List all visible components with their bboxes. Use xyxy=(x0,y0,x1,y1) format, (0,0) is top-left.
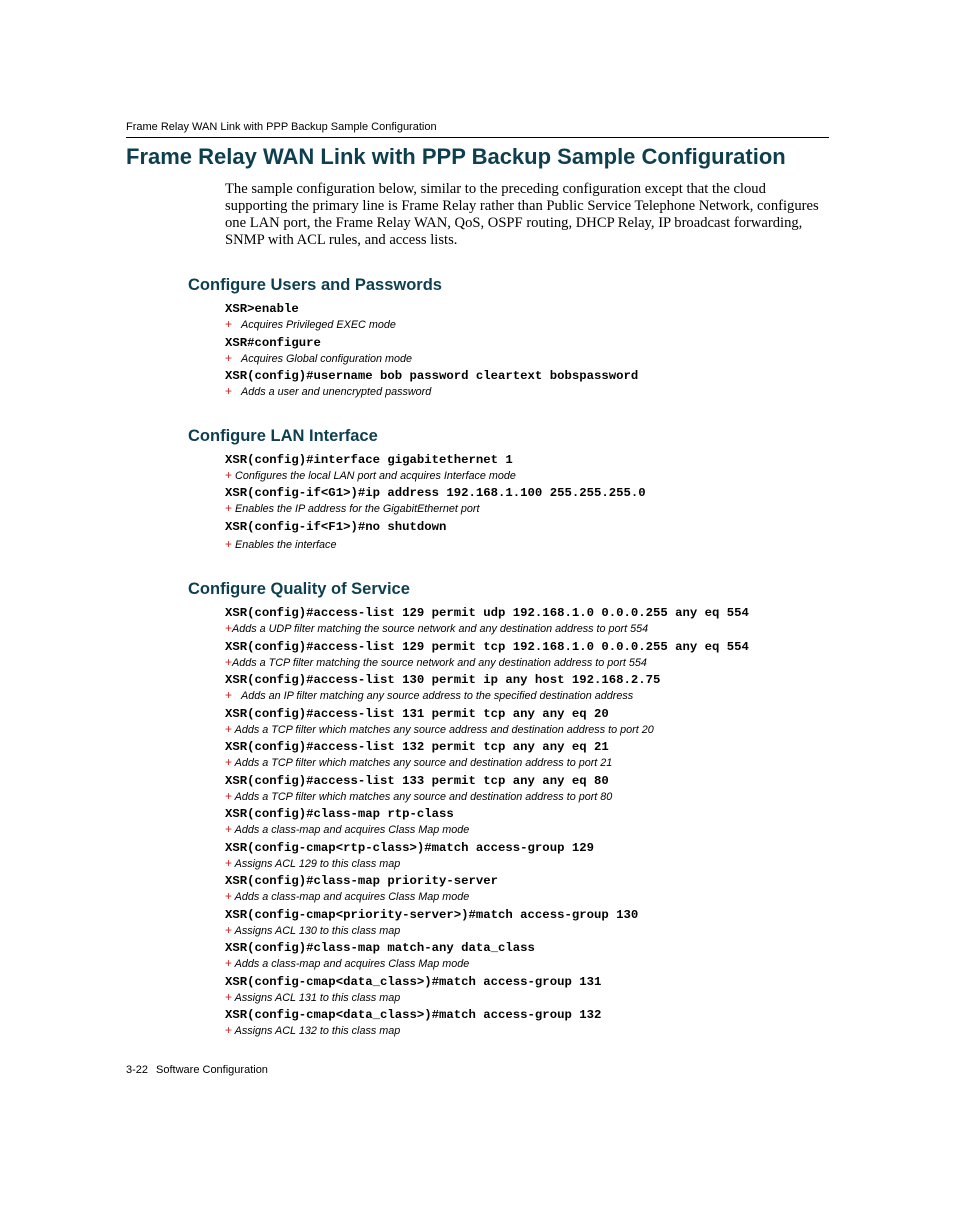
config-step xyxy=(225,640,749,670)
plus-icon: + xyxy=(225,956,233,970)
step-note xyxy=(225,352,412,366)
note-text: Adds a TCP filter which matches any source address and destination address to port 20 xyxy=(234,724,654,736)
note-text: Adds a class-map and acquires Class Map mode xyxy=(234,824,470,836)
note-text: Adds a class-map and acquires Class Map mode xyxy=(234,958,470,970)
step-note xyxy=(225,890,498,904)
step-note xyxy=(225,957,535,971)
config-step xyxy=(225,336,412,366)
note-text: Configures the local LAN port and acquires Interface mode xyxy=(235,470,516,482)
config-step xyxy=(225,874,498,904)
config-step xyxy=(225,453,516,483)
plus-icon: + xyxy=(225,856,233,870)
page-footer xyxy=(126,1064,268,1076)
plus-icon: + xyxy=(225,384,233,398)
plus-icon: + xyxy=(225,468,233,482)
note-text: Assigns ACL 129 to this class map xyxy=(234,858,401,870)
note-text: Adds a UDP filter matching the source network and any destination address to port 554 xyxy=(232,623,649,635)
step-note xyxy=(225,924,638,938)
config-step xyxy=(225,369,638,399)
step-note xyxy=(225,469,516,483)
note-text: Assigns ACL 132 to this class map xyxy=(234,1025,401,1037)
note-text: Adds a user and unencrypted password xyxy=(241,386,432,398)
command-line: XSR(config)#access-list 132 permit tcp any any eq 21 xyxy=(225,740,609,754)
command-line: XSR(config-cmap<priority-server>)#match access-group 130 xyxy=(225,908,639,922)
note-text: Assigns ACL 131 to this class map xyxy=(234,992,401,1004)
plus-icon: + xyxy=(225,317,233,331)
note-text: Acquires Global configuration mode xyxy=(241,353,413,365)
step-note xyxy=(225,991,601,1005)
plus-icon: + xyxy=(225,990,233,1004)
step-note xyxy=(225,318,396,332)
config-step xyxy=(225,841,594,871)
step-note xyxy=(225,622,749,636)
config-step xyxy=(225,740,612,770)
command-line: XSR(config-if<G1>)#ip address 192.168.1.100 255.255.255.0 xyxy=(225,486,646,500)
command-line: XSR(config)#access-list 133 permit tcp any any eq 80 xyxy=(225,774,609,788)
step-note xyxy=(225,689,660,703)
config-step xyxy=(225,1008,601,1038)
config-step xyxy=(225,975,601,1005)
step-note xyxy=(225,502,646,516)
command-line: XSR(config)#access-list 129 permit udp 192.168.1.0 0.0.0.255 any eq 554 xyxy=(225,606,749,620)
step-note xyxy=(225,857,594,871)
config-step xyxy=(225,520,446,552)
step-note xyxy=(225,1024,601,1038)
command-line: XSR#configure xyxy=(225,336,321,350)
command-line: XSR(config-cmap<rtp-class>)#match access-group 129 xyxy=(225,841,594,855)
plus-icon: + xyxy=(225,655,233,669)
plus-icon: + xyxy=(225,1023,233,1037)
section-heading-lan-interface: Configure LAN Interface xyxy=(188,427,378,445)
note-text: Adds a TCP filter matching the source network and any destination address to port 554 xyxy=(232,657,647,669)
command-line: XSR(config)#class-map priority-server xyxy=(225,874,499,888)
command-line: XSR(config)#access-list 131 permit tcp any any eq 20 xyxy=(225,707,609,721)
step-note xyxy=(225,756,612,770)
note-text: Adds an IP filter matching any source address to the specified destination address xyxy=(241,690,634,702)
command-line: XSR>enable xyxy=(225,302,299,316)
section-heading-qos: Configure Quality of Service xyxy=(188,580,410,598)
footer-section: Software Configuration xyxy=(156,1064,268,1076)
config-step xyxy=(225,908,638,938)
command-line: XSR(config)#access-list 130 permit ip any host 192.168.2.75 xyxy=(225,673,661,687)
plus-icon: + xyxy=(225,755,233,769)
step-note xyxy=(225,790,612,804)
command-line: XSR(config)#access-list 129 permit tcp 192.168.1.0 0.0.0.255 any eq 554 xyxy=(225,640,749,654)
step-note xyxy=(225,656,749,670)
config-step xyxy=(225,807,469,837)
command-line: XSR(config-cmap<data_class>)#match access-group 132 xyxy=(225,1008,602,1022)
plus-icon: + xyxy=(225,537,233,551)
plus-icon: + xyxy=(225,688,233,702)
plus-icon: + xyxy=(225,722,233,736)
note-text: Adds a TCP filter which matches any source and destination address to port 21 xyxy=(234,757,613,769)
note-text: Adds a TCP filter which matches any source and destination address to port 80 xyxy=(234,791,613,803)
command-line: XSR(config)#interface gigabitethernet 1 xyxy=(225,453,513,467)
plus-icon: + xyxy=(225,889,233,903)
command-line: XSR(config)#username bob password cleartext bobspassword xyxy=(225,369,639,383)
section-heading-users-passwords: Configure Users and Passwords xyxy=(188,276,442,294)
plus-icon: + xyxy=(225,351,233,365)
step-note xyxy=(225,538,446,552)
command-line: XSR(config)#class-map rtp-class xyxy=(225,807,454,821)
command-line: XSR(config)#class-map match-any data_class xyxy=(225,941,535,955)
note-text: Adds a class-map and acquires Class Map mode xyxy=(234,891,470,903)
config-step xyxy=(225,302,396,332)
plus-icon: + xyxy=(225,822,233,836)
note-text: Enables the IP address for the GigabitEthernet port xyxy=(235,503,480,515)
config-step xyxy=(225,673,660,703)
command-line: XSR(config-if<F1>)#no shutdown xyxy=(225,520,447,534)
config-step xyxy=(225,707,654,737)
page-title: Frame Relay WAN Link with PPP Backup Sample Configuration xyxy=(126,144,786,169)
intro-paragraph: The sample configuration below, similar to the preceding configuration except that the cloud supporting the primary line is Frame Relay rather than Public Service Telephone Network, configures one LAN port, the Frame Relay WAN, QoS, OSPF routing, DHCP Relay, IP broadcast forwarding, SNMP with ACL rules, and access lists. xyxy=(225,181,819,248)
config-step xyxy=(225,486,646,516)
config-step xyxy=(225,774,612,804)
page-number: 3-22 xyxy=(126,1064,149,1076)
config-step xyxy=(225,941,535,971)
running-header: Frame Relay WAN Link with PPP Backup Sample Configuration xyxy=(126,121,829,138)
plus-icon: + xyxy=(225,789,233,803)
plus-icon: + xyxy=(225,923,233,937)
step-note xyxy=(225,723,654,737)
plus-icon: + xyxy=(225,621,233,635)
step-note xyxy=(225,385,638,399)
note-text: Enables the interface xyxy=(235,539,337,551)
plus-icon: + xyxy=(225,501,233,515)
config-step xyxy=(225,606,749,636)
step-note xyxy=(225,823,469,837)
command-line: XSR(config-cmap<data_class>)#match access-group 131 xyxy=(225,975,602,989)
note-text: Assigns ACL 130 to this class map xyxy=(234,925,401,937)
note-text: Acquires Privileged EXEC mode xyxy=(241,319,396,331)
